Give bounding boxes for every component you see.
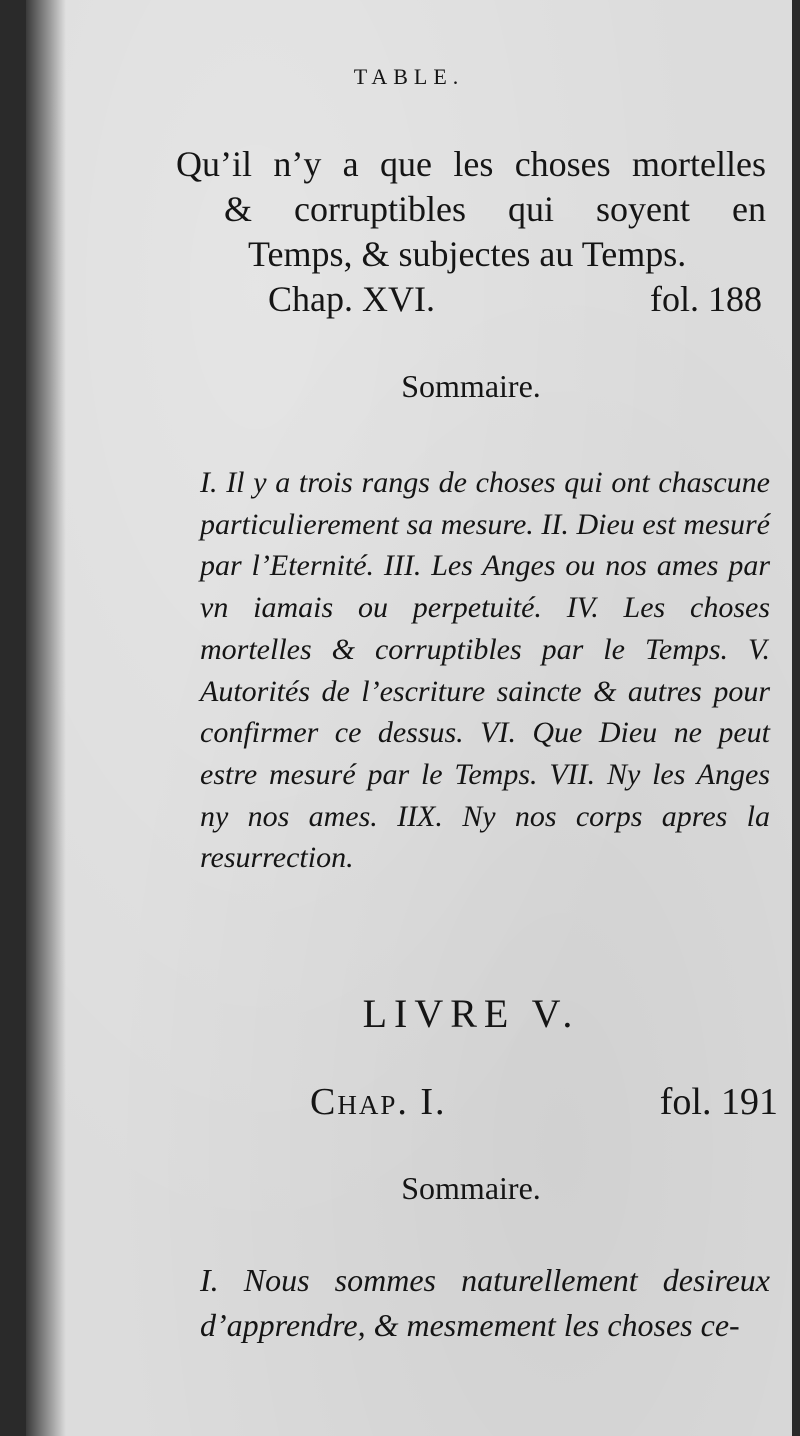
entry-folio: fol. 188: [650, 279, 762, 319]
table-entry: [176, 142, 766, 322]
entry-line-2: & corruptibles qui soyent en: [224, 189, 766, 229]
livre-heading: LIVRE V.: [362, 991, 580, 1036]
book-page: [26, 0, 792, 1436]
entry-chapter: Chap. XVI.: [268, 279, 435, 319]
page-gutter-shadow: [26, 0, 66, 1436]
chapter-label: Chap. I.: [310, 1081, 447, 1123]
sommaire-text-1: I. Il y a trois rangs de choses qui ont chascune particulierement sa mesure. II. Dieu est mesuré par l’Eternité. III. Les Anges ou nos ames par vn iamais ou perpetuité. IV. Les choses mortelles & corruptibles par le Temps. V. Autorités de l’escriture saincte & autres pour confirmer ce dessus. VI. Que Dieu ne peut estre mesuré par le Temps. VII. Ny les Anges ny nos ames. IIX. Ny nos corps apres la resurrection.: [200, 466, 770, 875]
chapter-folio: fol. 191: [659, 1081, 778, 1123]
entry-line-1: Qu’il n’y a que les choses mortelles: [176, 144, 766, 184]
entry-line-3: Temps, & subjectes au Temps.: [248, 234, 687, 274]
running-head: TABLE.: [353, 64, 465, 89]
sommaire-heading-1: Sommaire.: [401, 368, 541, 404]
entry-reference: [176, 277, 766, 322]
sommaire-text-2: I. Nous sommes naturellement desireux d’apprendre, & mesmement les choses ce-: [200, 1262, 770, 1343]
sommaire-heading-2: Sommaire.: [401, 1170, 541, 1206]
chapter-line: [310, 1080, 778, 1124]
